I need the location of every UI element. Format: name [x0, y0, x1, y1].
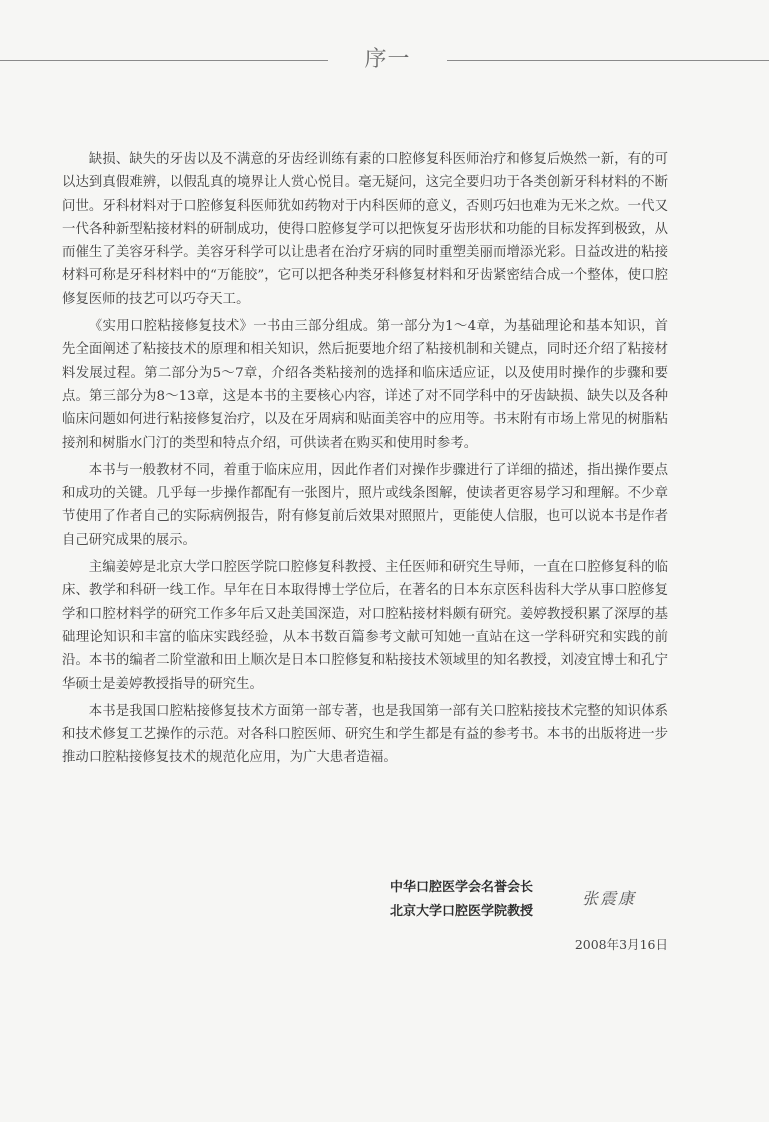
- header-rule-left: [0, 60, 328, 61]
- paragraph: 本书与一般教材不同，着重于临床应用，因此作者们对操作步骤进行了详细的描述，指出操作要点和成功的关键。几乎每一步操作都配有一张图片，照片或线条图解，使读者更容易学习和理解。不少章节使用了作者自己的实际病例报告，附有修复前后效果对照照片，更能使人信服，也可以说本书是作者自己研究成果的展示。: [62, 462, 668, 548]
- paragraph: 本书是我国口腔粘接修复技术方面第一部专著，也是我国第一部有关口腔粘接技术完整的知识体系和技术修复工艺操作的示范。对各科口腔医师、研究生和学生都是有益的参考书。本书的出版将进一步推动口腔粘接修复技术的规范化应用，为广大患者造福。: [62, 703, 668, 766]
- paragraph: 主编姜婷是北京大学口腔医学院口腔修复科教授、主任医师和研究生导师，一直在口腔修复科的临床、教学和科研一线工作。早年在日本取得博士学位后，在著名的日本东京医科齿科大学从事口腔修复学和口腔材料学的研究工作多年后又赴美国深造，对口腔粘接材料颇有研究。姜婷教授积累了深厚的基础理论知识和丰富的临床实践经验，从本书数百篇参考文献可知她一直站在这一学科研究和实践的前沿。本书的编者二阶堂澈和田上顺次是日本口腔修复和粘接技术领域里的知名教授，刘凌宜博士和孔宁华硕士是姜婷教授指导的研究生。: [62, 560, 668, 692]
- page-title: 序一: [364, 47, 411, 72]
- signature-block: [390, 876, 670, 924]
- page-header: [0, 40, 769, 80]
- signature-date: 2008年3月16日: [574, 937, 668, 952]
- handwritten-signature: 张震康: [582, 889, 637, 908]
- preface-body: [62, 148, 668, 774]
- signature-title-2: 北京大学口腔医学院教授: [390, 904, 534, 919]
- signature-title-1: 中华口腔医学会名誉会长: [390, 880, 534, 895]
- paragraph: 缺损、缺失的牙齿以及不满意的牙齿经训练有素的口腔修复科医师治疗和修复后焕然一新，有的可以达到真假难辨，以假乱真的境界让人赏心悦目。毫无疑问，这完全要归功于各类创新牙科材料的不断问世。牙科材料对于口腔修复科医师犹如药物对于内科医师的意义，否则巧妇也难为无米之炊。一代又一代各种新型粘接材料的研制成功，使得口腔修复学可以把恢复牙齿形状和功能的目标发挥到极致，从而催生了美容牙科学。美容牙科学可以让患者在治疗牙病的同时重塑美丽而增添光彩。日益改进的粘接材料可称是牙科材料中的“万能胶”，它可以把各种类牙科修复材料和牙齿紧密结合成一个整体，使口腔修复医师的技艺可以巧夺天工。: [62, 152, 668, 307]
- header-rule-right: [447, 60, 769, 61]
- paragraph: 《实用口腔粘接修复技术》一书由三部分组成。第一部分为1～4章，为基础理论和基本知识，首先全面阐述了粘接技术的原理和相关知识，然后扼要地介绍了粘接机制和关键点，同时还介绍了粘接材料发展过程。第二部分为5～7章，介绍各类粘接剂的选择和临床适应证，以及使用时操作的步骤和要点。第三部分为8～13章，这是本书的主要核心内容，详述了对不同学科中的牙齿缺损、缺失以及各种临床问题如何进行粘接修复治疗，以及在牙周病和贴面美容中的应用等。书末附有市场上常见的树脂粘接剂和树脂水门汀的类型和特点介绍，可供读者在购买和使用时参考。: [62, 319, 668, 451]
